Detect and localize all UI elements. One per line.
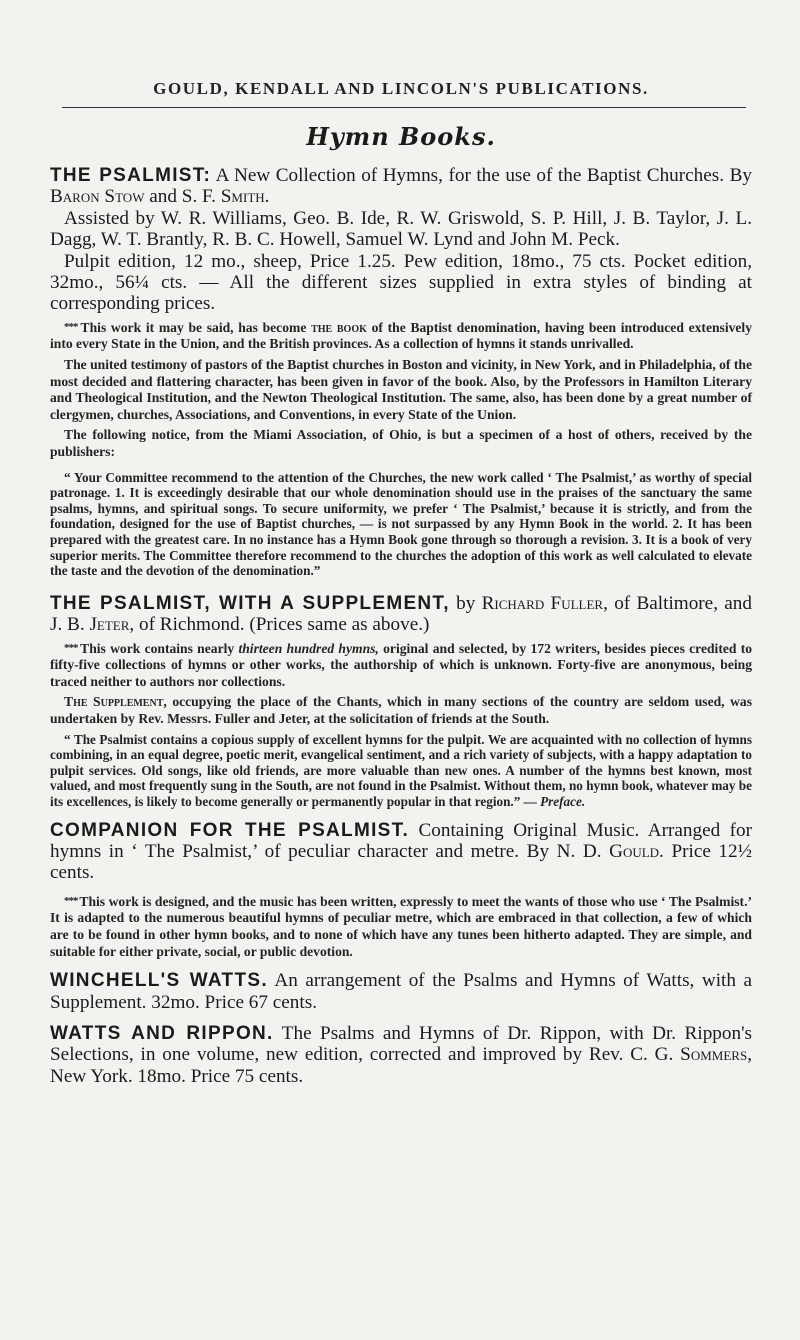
psalmist-lead-text: and S. F.: [149, 186, 216, 208]
psalmist-lead-text: A New Collection of Hymns, for the use of the Baptist Churches. By: [215, 165, 752, 186]
companion-note: [50, 893, 752, 960]
supplement-quote: [50, 732, 752, 810]
psalmist-testimony: The united testimony of pastors of the Baptist churches in Boston and vicinity, in New York, and in Philadelphia, of the most decided and flattering character, has been given in favor of the book. Also, by the Professors in Hamilton Literary and Theological Institution, and the Newton Theological Institution. The same, also, has been done by a great number of clergymen, churches, Associations, and Conventions, in every State of the Union.: [50, 357, 752, 422]
entry-supplement: [50, 593, 752, 810]
asterism: ***: [64, 641, 81, 654]
note-emphasis: The Supplement,: [64, 694, 167, 710]
author-name: Richard Fuller,: [481, 592, 608, 614]
winchell-lead: [50, 970, 752, 1013]
psalmist-quote: “ Your Committee recommend to the attention of the Churches, the new work called ‘ The Psalmist,’ as worthy of special patronage. 1. It is exceedingly desirable that our whole denomination should use in the praises of the sanctuary the same psalms, hymns, and spiritual songs. To secure uniformity, we prefer ‘ The Psalmist,’ because it is strictly, and from the foundation, designed for the use of Baptist churches, — is not surpassed by any Hymn Book in the world. 2. It has been prepared with the greatest care. In no instance has a Hymn Book gone through so thorough a revision. 3. It is a book of very superior merits. The Committee therefore recommend to the churches the adoption of this work as well calculated to elevate the taste and the devotion of the denomination.”: [50, 469, 752, 579]
winchell-heading: WINCHELL'S WATTS.: [50, 970, 268, 992]
watts-rippon-lead-text: The Psalms and Hymns of Dr. Rippon, with Dr. Rippon's Selections, in one volume, new edition, corrected and improved by Rev. C. G.: [50, 1022, 752, 1066]
author-name: Gould.: [609, 840, 664, 862]
companion-heading: COMPANION FOR THE PSALMIST.: [50, 819, 410, 841]
note-emphasis: the book: [311, 319, 367, 335]
entry-psalmist: [50, 165, 752, 579]
psalmist-editions: Pulpit edition, 12 mo., sheep, Price 1.25. Pew edition, 18mo., 75 cts. Pocket edition, 32mo., 56¼ cts. — All the different sizes supplied in extra styles of binding at corresponding prices.: [50, 250, 752, 315]
supplement-lead: [50, 593, 752, 636]
supplement-lead-text: of Baltimore, and J. B.: [50, 592, 752, 636]
supplement-lead-text: of Richmond. (Prices same as above.): [139, 614, 430, 636]
note-text: of the Baptist denomination, having been introduced extensively into every State in the Union, and the British provinces. As a collection of hymns it stands unrivalled.: [50, 319, 753, 352]
author-name: Baron Stow: [50, 186, 145, 208]
author-name: Jeter,: [89, 614, 135, 636]
entry-watts-rippon: [50, 1023, 752, 1087]
psalmist-heading: THE PSALMIST:: [50, 165, 212, 186]
note-text: This work contains nearly: [80, 640, 235, 656]
winchell-lead-text: An arrangement of the Psalms and Hymns of Watts, with a Supplement. 32mo. Price 67 cents.: [50, 970, 752, 1013]
entry-companion: [50, 820, 752, 961]
watts-rippon-lead-text: New York. 18mo. Price 75 cents.: [50, 1065, 304, 1087]
watts-rippon-heading: WATTS AND RIPPON.: [50, 1022, 274, 1044]
psalmist-assisted: Assisted by W. R. Williams, Geo. B. Ide, R. W. Griswold, S. P. Hill, J. B. Taylor, J. L. Dagg, W. T. Brantly, R. B. C. Howell, Samuel W. Lynd and John M. Peck.: [50, 207, 752, 251]
section-title: Hymn Books.: [306, 122, 496, 151]
note-text: original and selected, by 172 writers, besides pieces credited to fifty-five collections of hymns or other works, the authorship of which is unknown. Forty-five are anonymous, being traced neither to authors nor collections.: [50, 640, 753, 689]
asterism: ***: [64, 320, 81, 333]
quote-source: Preface.: [540, 793, 586, 809]
author-name: Sommers,: [680, 1044, 752, 1066]
running-head: GOULD, KENDALL AND LINCOLN'S PUBLICATIONS.: [153, 79, 649, 98]
supplement-heading: THE PSALMIST, WITH A SUPPLEMENT,: [50, 592, 450, 614]
companion-lead-text: Price 12½ cents.: [50, 840, 753, 884]
note-text: occupying the place of the Chants, which in many sections of the country are seldom used, was undertaken by Rev. Messrs. Fuller and Jeter, at the solicitation of friends at the South.: [50, 694, 753, 726]
watts-rippon-lead: [50, 1023, 752, 1087]
psalmist-lead: [50, 165, 752, 208]
psalmist-note: [50, 319, 752, 353]
header-rule: [62, 107, 746, 108]
note-text: This work it may be said, has become: [80, 319, 307, 335]
supplement-history: [50, 694, 752, 727]
asterism: ***: [64, 894, 80, 907]
supplement-lead-text: by: [456, 592, 476, 614]
entry-winchell: [50, 970, 752, 1013]
note-emphasis: thirteen hundred hymns,: [238, 640, 379, 656]
quote-text: “ The Psalmist contains a copious supply of excellent hymns for the pulpit. We are acquainted with no collection of hymns combining, in an equal degree, poetic merit, evangelical sentiment, and a rich variety of subjects, with a happy adaptation to pulpit services. Old songs, like old friends, are more valuable than new ones. A number of the hymns best known, most valued, and most frequently sung in the South, are not found in the Psalmist. Without them, no hymn book, whatever may be its excellences, is likely to become generally or permanently popular in that region.” —: [50, 731, 752, 809]
note-text: This work is designed, and the music has been written, expressly to meet the wants of those who use ‘ The Psalmist.’ It is adapted to the numerous beautiful hymns of peculiar metre, which are embraced in that collection, a few of which are to be found in other hymn books, and to none of which have any tunes been hitherto adapted. They are simple, and suitable for either private, social, or public devotion.: [50, 893, 753, 959]
companion-lead: [50, 820, 752, 884]
psalmist-notice-intro: The following notice, from the Miami Association, of Ohio, is but a specimen of a host of others, received by the publishers:: [50, 427, 752, 459]
supplement-note: [50, 640, 752, 691]
companion-lead-text: Containing Original Music. Arranged for hymns in ‘ The Psalmist,’ of peculiar character and metre. By N. D.: [50, 819, 753, 862]
author-name: Smith.: [220, 186, 270, 208]
